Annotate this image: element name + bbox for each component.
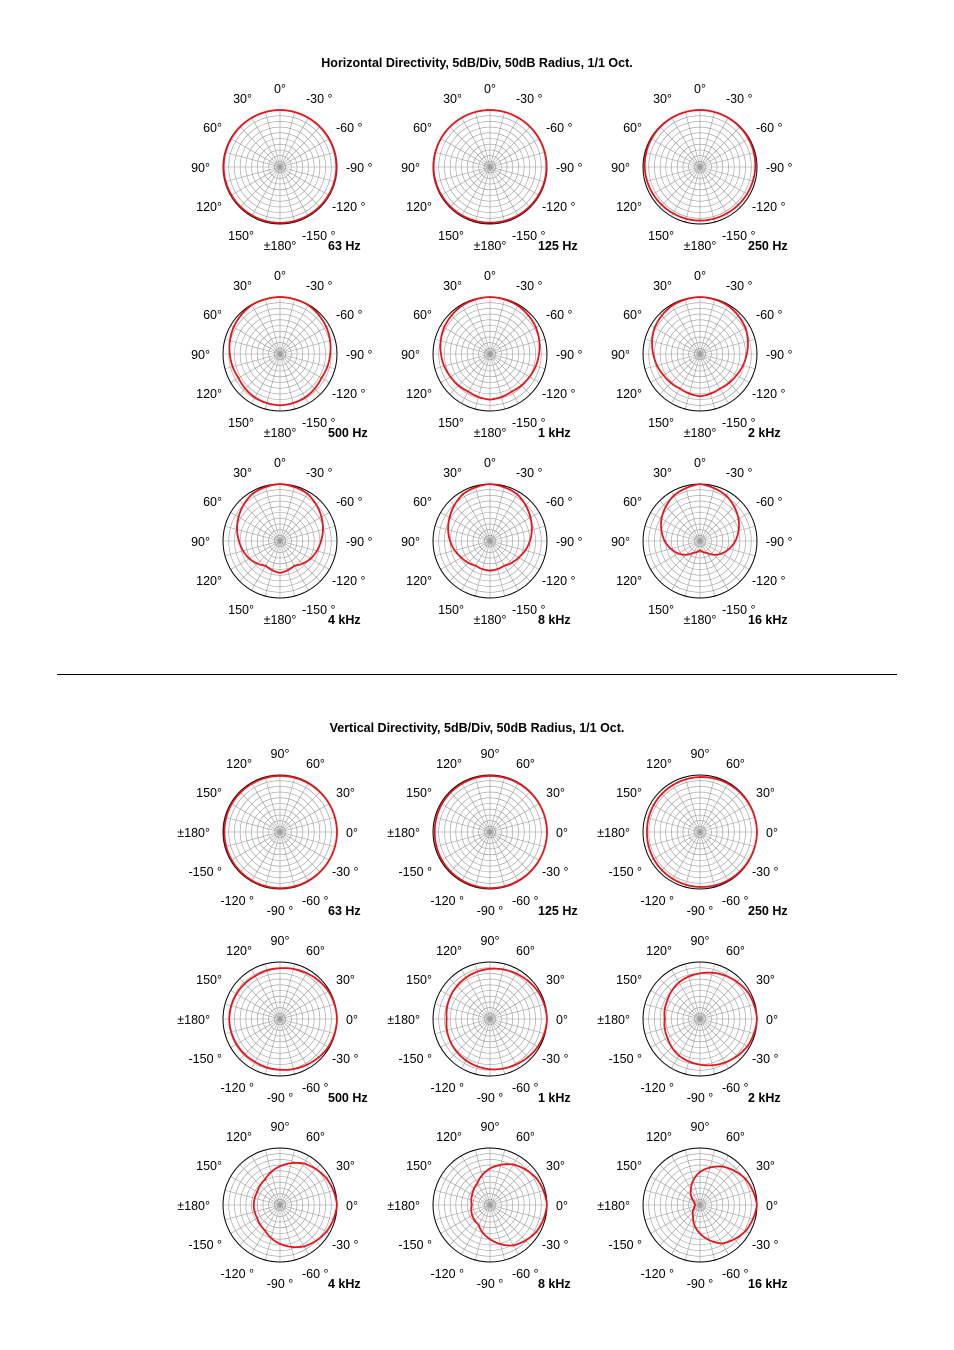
angle-label: 90° [401, 535, 420, 549]
frequency-label: 63 Hz [328, 904, 361, 918]
angle-label: ±180° [473, 239, 507, 253]
angle-label: 0° [766, 826, 778, 840]
angle-label: -60 ° [546, 121, 573, 135]
angle-label: -30 ° [332, 865, 359, 879]
angle-label: -120 ° [220, 1081, 254, 1095]
angle-label: 30° [233, 92, 252, 106]
angle-label: -30 ° [542, 1052, 569, 1066]
angle-label: 150° [228, 229, 254, 243]
angle-label: 0° [694, 82, 706, 96]
angle-label: 60° [306, 757, 325, 771]
angle-label: ±180° [473, 613, 507, 627]
angle-label: ±180° [387, 826, 420, 840]
angle-label: 120° [646, 944, 672, 958]
angle-label: -30 ° [306, 466, 333, 480]
angle-label: -120 ° [430, 894, 464, 908]
angle-label: -90 ° [766, 161, 793, 175]
polar-plot-horizontal-16khz [605, 446, 795, 636]
angle-label: 90° [611, 535, 630, 549]
angle-label: -90 ° [346, 535, 373, 549]
angle-label: 150° [196, 786, 222, 800]
angle-label: -30 ° [752, 1052, 779, 1066]
angle-label: 30° [756, 1159, 775, 1173]
angle-label: 0° [766, 1013, 778, 1027]
angle-label: -120 ° [640, 894, 674, 908]
angle-label: 120° [646, 757, 672, 771]
angle-label: 30° [546, 1159, 565, 1173]
angle-label: -60 ° [756, 495, 783, 509]
angle-label: -150 ° [302, 416, 336, 430]
angle-label: 0° [274, 82, 286, 96]
angle-label: -30 ° [726, 466, 753, 480]
angle-label: ±180° [177, 826, 210, 840]
angle-label: ±180° [177, 1199, 210, 1213]
angle-label: 90° [270, 1120, 290, 1134]
angle-label: -60 ° [302, 1081, 329, 1095]
angle-label: 150° [406, 1159, 432, 1173]
angle-label: 30° [443, 92, 462, 106]
angle-label: 60° [516, 944, 535, 958]
angle-label: 150° [196, 1159, 222, 1173]
angle-label: 90° [480, 747, 500, 761]
frequency-label: 8 kHz [538, 613, 571, 627]
angle-label: ±180° [597, 826, 630, 840]
angle-label: -120 ° [220, 894, 254, 908]
angle-label: 0° [274, 456, 286, 470]
polar-plot-horizontal-4khz [185, 446, 375, 636]
frequency-label: 500 Hz [328, 426, 368, 440]
angle-label: 150° [438, 416, 464, 430]
angle-label: -90 ° [346, 348, 373, 362]
angle-label: -60 ° [512, 894, 539, 908]
angle-label: 90° [690, 1120, 710, 1134]
angle-label: 60° [306, 1130, 325, 1144]
angle-label: -120 ° [332, 200, 366, 214]
angle-label: 30° [443, 279, 462, 293]
angle-label: 120° [406, 200, 432, 214]
angle-label: -30 ° [752, 865, 779, 879]
angle-label: 0° [484, 82, 496, 96]
polar-plot-horizontal-63hz [185, 72, 375, 262]
angle-label: 60° [726, 1130, 745, 1144]
angle-label: -90 ° [686, 904, 714, 918]
frequency-label: 1 kHz [538, 426, 571, 440]
angle-label: 90° [480, 934, 500, 948]
angle-label: 0° [346, 1013, 358, 1027]
angle-label: -150 ° [398, 1052, 432, 1066]
angle-label: -90 ° [686, 1091, 714, 1105]
angle-label: ±180° [683, 239, 717, 253]
frequency-label: 4 kHz [328, 613, 361, 627]
frequency-label: 16 kHz [748, 1277, 788, 1291]
angle-label: 120° [226, 944, 252, 958]
vertical-directivity-title: Vertical Directivity, 5dB/Div, 50dB Radius, 1/1 Oct. [329, 721, 625, 735]
angle-label: -150 ° [608, 1238, 642, 1252]
polar-plot-horizontal-250hz [605, 72, 795, 262]
angle-label: 120° [616, 574, 642, 588]
angle-label: -30 ° [516, 92, 543, 106]
angle-label: 0° [484, 269, 496, 283]
polar-plot-vertical-8khz [387, 1110, 585, 1300]
angle-label: -60 ° [546, 308, 573, 322]
frequency-label: 63 Hz [328, 239, 361, 253]
angle-label: -90 ° [766, 348, 793, 362]
angle-label: 90° [191, 161, 210, 175]
angle-label: ±180° [683, 426, 717, 440]
section-divider [57, 674, 897, 675]
angle-label: 90° [270, 934, 290, 948]
angle-label: -90 ° [346, 161, 373, 175]
angle-label: 0° [274, 269, 286, 283]
angle-label: -120 ° [752, 574, 786, 588]
angle-label: 90° [270, 747, 290, 761]
angle-label: 30° [756, 786, 775, 800]
angle-label: 30° [233, 279, 252, 293]
angle-label: -60 ° [302, 1267, 329, 1281]
angle-label: 60° [516, 1130, 535, 1144]
angle-label: -150 ° [188, 1052, 222, 1066]
frequency-label: 500 Hz [328, 1091, 368, 1105]
angle-label: 0° [694, 269, 706, 283]
angle-label: 30° [756, 973, 775, 987]
angle-label: -150 ° [188, 1238, 222, 1252]
angle-label: 30° [546, 973, 565, 987]
angle-label: 150° [648, 229, 674, 243]
angle-label: 120° [196, 574, 222, 588]
angle-label: 90° [480, 1120, 500, 1134]
frequency-label: 250 Hz [748, 904, 788, 918]
angle-label: 150° [438, 229, 464, 243]
angle-label: 60° [413, 308, 432, 322]
angle-label: 30° [336, 1159, 355, 1173]
angle-label: -60 ° [336, 308, 363, 322]
angle-label: 30° [336, 786, 355, 800]
angle-label: -120 ° [430, 1267, 464, 1281]
angle-label: -30 ° [726, 279, 753, 293]
angle-label: -150 ° [398, 1238, 432, 1252]
angle-label: -60 ° [722, 1267, 749, 1281]
angle-label: 0° [694, 456, 706, 470]
angle-label: -150 ° [512, 229, 546, 243]
angle-label: -30 ° [332, 1238, 359, 1252]
angle-label: 0° [484, 456, 496, 470]
angle-label: 0° [556, 1199, 568, 1213]
angle-label: 0° [766, 1199, 778, 1213]
angle-label: 60° [726, 944, 745, 958]
angle-label: 150° [616, 786, 642, 800]
angle-label: 150° [648, 416, 674, 430]
angle-label: -90 ° [766, 535, 793, 549]
angle-label: -90 ° [476, 1091, 504, 1105]
angle-label: -60 ° [302, 894, 329, 908]
angle-label: 30° [653, 466, 672, 480]
frequency-label: 4 kHz [328, 1277, 361, 1291]
angle-label: -30 ° [332, 1052, 359, 1066]
angle-label: 120° [616, 200, 642, 214]
frequency-label: 2 kHz [748, 1091, 781, 1105]
polar-plot-vertical-16khz [597, 1110, 795, 1300]
angle-label: 90° [611, 348, 630, 362]
angle-label: ±180° [387, 1199, 420, 1213]
angle-label: 150° [228, 603, 254, 617]
angle-label: 150° [648, 603, 674, 617]
angle-label: -120 ° [640, 1081, 674, 1095]
angle-label: -90 ° [476, 1277, 504, 1291]
angle-label: 120° [646, 1130, 672, 1144]
angle-label: -60 ° [546, 495, 573, 509]
angle-label: -30 ° [542, 1238, 569, 1252]
angle-label: 60° [306, 944, 325, 958]
angle-label: -120 ° [542, 574, 576, 588]
frequency-label: 1 kHz [538, 1091, 571, 1105]
angle-label: 90° [690, 747, 710, 761]
frequency-label: 125 Hz [538, 239, 578, 253]
polar-plot-vertical-2khz [597, 924, 795, 1114]
polar-plot-vertical-250hz [597, 737, 795, 927]
angle-label: ±180° [263, 239, 297, 253]
angle-label: 0° [556, 826, 568, 840]
angle-label: -120 ° [542, 387, 576, 401]
angle-label: 150° [196, 973, 222, 987]
angle-label: 150° [406, 786, 432, 800]
angle-label: 120° [436, 757, 462, 771]
angle-label: 60° [623, 308, 642, 322]
angle-label: 60° [623, 121, 642, 135]
angle-label: ±180° [597, 1199, 630, 1213]
angle-label: 120° [226, 757, 252, 771]
angle-label: 30° [336, 973, 355, 987]
angle-label: -30 ° [306, 279, 333, 293]
angle-label: ±180° [473, 426, 507, 440]
angle-label: ±180° [387, 1013, 420, 1027]
angle-label: -120 ° [332, 387, 366, 401]
angle-label: 60° [203, 308, 222, 322]
angle-label: -90 ° [266, 904, 294, 918]
angle-label: 90° [401, 161, 420, 175]
angle-label: -90 ° [556, 161, 583, 175]
angle-label: -60 ° [512, 1081, 539, 1095]
angle-label: -90 ° [556, 348, 583, 362]
angle-label: 150° [438, 603, 464, 617]
angle-label: 60° [516, 757, 535, 771]
angle-label: ±180° [683, 613, 717, 627]
horizontal-directivity-title: Horizontal Directivity, 5dB/Div, 50dB Radius, 1/1 Oct. [321, 56, 633, 70]
angle-label: 30° [233, 466, 252, 480]
angle-label: -30 ° [306, 92, 333, 106]
polar-plot-vertical-1khz [387, 924, 585, 1114]
angle-label: -150 ° [608, 865, 642, 879]
angle-label: -30 ° [726, 92, 753, 106]
polar-plot-horizontal-500hz [185, 259, 375, 449]
angle-label: -60 ° [756, 121, 783, 135]
angle-label: 60° [623, 495, 642, 509]
angle-label: -120 ° [220, 1267, 254, 1281]
polar-plot-vertical-4khz [177, 1110, 375, 1300]
angle-label: 0° [556, 1013, 568, 1027]
angle-label: 150° [228, 416, 254, 430]
angle-label: -90 ° [476, 904, 504, 918]
angle-label: -60 ° [336, 121, 363, 135]
frequency-label: 125 Hz [538, 904, 578, 918]
frequency-label: 2 kHz [748, 426, 781, 440]
angle-label: 60° [203, 121, 222, 135]
angle-label: -150 ° [398, 865, 432, 879]
frequency-label: 250 Hz [748, 239, 788, 253]
angle-label: 90° [191, 535, 210, 549]
angle-label: 90° [690, 934, 710, 948]
angle-label: -120 ° [640, 1267, 674, 1281]
angle-label: 120° [406, 387, 432, 401]
angle-label: -120 ° [542, 200, 576, 214]
angle-label: -150 ° [512, 603, 546, 617]
angle-label: -120 ° [332, 574, 366, 588]
angle-label: ±180° [177, 1013, 210, 1027]
angle-label: -150 ° [608, 1052, 642, 1066]
polar-plot-vertical-63hz [177, 737, 375, 927]
angle-label: -90 ° [686, 1277, 714, 1291]
angle-label: 30° [653, 279, 672, 293]
angle-label: -60 ° [722, 894, 749, 908]
angle-label: -90 ° [556, 535, 583, 549]
angle-label: 150° [616, 973, 642, 987]
angle-label: -30 ° [752, 1238, 779, 1252]
polar-plot-vertical-500hz [177, 924, 375, 1114]
angle-label: -60 ° [512, 1267, 539, 1281]
angle-label: -60 ° [722, 1081, 749, 1095]
angle-label: 120° [226, 1130, 252, 1144]
angle-label: 30° [443, 466, 462, 480]
polar-plot-vertical-125hz [387, 737, 585, 927]
angle-label: -150 ° [302, 603, 336, 617]
angle-label: -150 ° [722, 603, 756, 617]
angle-label: -120 ° [752, 387, 786, 401]
angle-label: 60° [203, 495, 222, 509]
angle-label: 90° [191, 348, 210, 362]
angle-label: -30 ° [542, 865, 569, 879]
angle-label: 30° [546, 786, 565, 800]
angle-label: 30° [653, 92, 672, 106]
polar-plot-horizontal-2khz [605, 259, 795, 449]
angle-label: -90 ° [266, 1277, 294, 1291]
angle-label: 60° [413, 495, 432, 509]
angle-label: -90 ° [266, 1091, 294, 1105]
angle-label: ±180° [597, 1013, 630, 1027]
angle-label: -150 ° [302, 229, 336, 243]
angle-label: -60 ° [336, 495, 363, 509]
angle-label: 120° [196, 387, 222, 401]
angle-label: 60° [413, 121, 432, 135]
angle-label: -150 ° [722, 229, 756, 243]
angle-label: 60° [726, 757, 745, 771]
angle-label: 0° [346, 1199, 358, 1213]
frequency-label: 16 kHz [748, 613, 788, 627]
polar-plot-horizontal-8khz [395, 446, 585, 636]
angle-label: 120° [436, 1130, 462, 1144]
angle-label: 90° [611, 161, 630, 175]
angle-label: 0° [346, 826, 358, 840]
frequency-label: 8 kHz [538, 1277, 571, 1291]
angle-label: 150° [406, 973, 432, 987]
angle-label: -150 ° [512, 416, 546, 430]
angle-label: ±180° [263, 426, 297, 440]
polar-plot-horizontal-125hz [395, 72, 585, 262]
angle-label: -30 ° [516, 279, 543, 293]
angle-label: -150 ° [188, 865, 222, 879]
angle-label: 120° [616, 387, 642, 401]
angle-label: ±180° [263, 613, 297, 627]
angle-label: 150° [616, 1159, 642, 1173]
angle-label: -30 ° [516, 466, 543, 480]
angle-label: -120 ° [752, 200, 786, 214]
angle-label: 120° [196, 200, 222, 214]
angle-label: -150 ° [722, 416, 756, 430]
angle-label: -60 ° [756, 308, 783, 322]
angle-label: 120° [406, 574, 432, 588]
angle-label: 90° [401, 348, 420, 362]
angle-label: -120 ° [430, 1081, 464, 1095]
polar-plot-horizontal-1khz [395, 259, 585, 449]
angle-label: 120° [436, 944, 462, 958]
